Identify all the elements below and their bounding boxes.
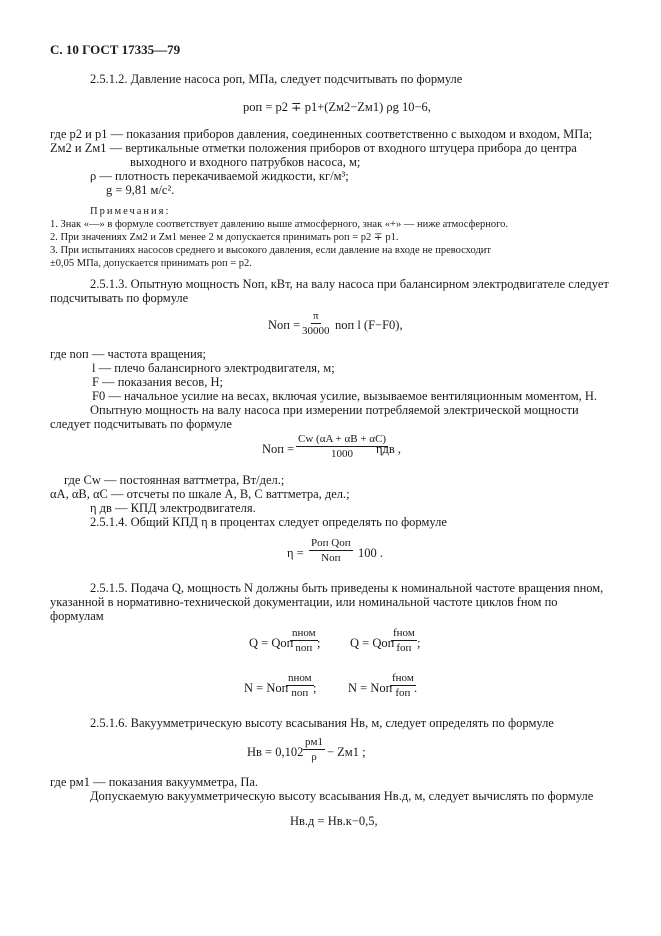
formula-qb-lhs: Q = Qоп (350, 636, 395, 650)
formula-n2-lhs: Nоп = (262, 442, 295, 456)
fraction-numerator: Pоп Qоп (311, 537, 351, 549)
section-2513-intro2: подсчитывать по формуле (50, 291, 189, 305)
section-2515-line1: 2.5.1.5. Подача Q, мощность N должны быть приведены к номинальной частоте вращения nном, (90, 581, 604, 595)
fraction-numerator: nном (292, 627, 316, 639)
formula-n-fraction (300, 310, 332, 337)
formula-hv-rest: − Zм1 ; (327, 745, 366, 759)
formula-qa-fraction (290, 627, 321, 654)
fraction-denominator: fоп (396, 642, 412, 654)
where-pm1: где pм1 — показания вакуумметра, Па. (50, 775, 259, 789)
where-eta-dv: η дв — КПД электродвигателя. (90, 501, 256, 515)
note-1: 1. Знак «—» в формуле соответствует давлению выше атмосферного, знак «+» — ниже атмосферного. (50, 219, 509, 230)
fraction-denominator: nоп (295, 642, 313, 654)
section-2515-line3: формулам (50, 609, 104, 623)
formula-nc-lhs: N = Nоп (244, 681, 289, 695)
para-allowable-height: Допускаемую вакуумметрическую высоту всасывания Hв.д, м, следует вычислять по формуле (90, 789, 594, 803)
note-3b: ±0,05 МПа, допускается принимать pоп = p2. (50, 258, 252, 269)
formula-n-rest: nоп l (F−F0), (335, 318, 403, 332)
section-2516-intro: 2.5.1.6. Вакуумметрическую высоту всасывания Hв, м, следует определять по формуле (90, 716, 554, 730)
fraction-denominator: Nоп (321, 552, 341, 564)
fraction-denominator: nоп (291, 687, 309, 699)
fraction-numerator: nном (288, 672, 312, 684)
fraction-denominator: ρ (311, 751, 317, 763)
where-p2-p1: где p2 и p1 — показания приборов давления, соединенных соответственно с выходом и входом, МПа; (50, 127, 593, 141)
formula-nd-end: . (414, 681, 418, 695)
para-electric-1: Опытную мощность на валу насоса при измерении потребляемой электрической мощности (90, 403, 579, 417)
fraction-numerator: π (312, 310, 319, 322)
formula-pressure: pоп = p2 ∓ p1+(Zм2−Zм1) ρg 10−6, (243, 100, 431, 114)
formula-n-lhs: Nоп = (268, 318, 301, 332)
formula-hvd: Hв.д = Hв.к−0,5, (290, 814, 378, 828)
where-f0: F0 — начальное усилие на весах, включая усилие, вызываемое вентиляционным моментом, Н. (92, 389, 598, 403)
formula-qa-lhs: Q = Qоп (249, 636, 294, 650)
where-cw: где Cw — постоянная ваттметра, Вт/дел.; (64, 473, 285, 487)
notes-title: Примечания: (90, 206, 171, 217)
where-rho: ρ — плотность перекачиваемой жидкости, кг/м³; (90, 169, 349, 183)
fraction-denominator: 1000 (331, 448, 354, 460)
formula-nd-lhs: N = Nоп (348, 681, 393, 695)
fraction-numerator: Cw (αA + αB + αC) (298, 433, 387, 445)
where-l: l — плечо балансирного электродвигателя, м; (92, 361, 335, 375)
formula-hv-lhs: Hв = 0,102 (247, 745, 304, 759)
formula-qb-fraction (391, 627, 417, 654)
section-2513-intro1: 2.5.1.3. Опытную мощность Nоп, кВт, на валу насоса при балансирном электродвигателе следует (90, 277, 609, 291)
note-3a: 3. При испытаниях насосов среднего и высокого давления, если давление на входе не превосходит (50, 245, 492, 256)
formula-nc-fraction (286, 672, 317, 699)
formula-hv-fraction (303, 736, 325, 763)
para-electric-2: следует подсчитывать по формуле (50, 417, 232, 431)
fraction-numerator: fном (392, 672, 414, 684)
where-f: F — показания весов, Н; (92, 375, 223, 389)
section-2515-line2: указанной в нормативно-технической документации, или номинальной частоте циклов fном по (50, 595, 558, 609)
where-g: g = 9,81 м/с². (106, 183, 175, 197)
section-2512-intro: 2.5.1.2. Давление насоса pоп, МПа, следует подсчитывать по формуле (90, 72, 463, 86)
formula-eta-lhs: η = (287, 546, 304, 560)
where-zm-cont: выходного и входного патрубков насоса, м; (130, 155, 361, 169)
where-zm: Zм2 и Zм1 — вертикальные отметки положения приборов от входного штуцера прибора до центра (50, 141, 577, 155)
formula-n2-rest: ηдв , (376, 442, 402, 456)
fraction-numerator: pм1 (305, 736, 323, 748)
formula-qa-end: ; (317, 636, 321, 650)
formula-qb-end: ; (417, 636, 421, 650)
note-2: 2. При значениях Zм2 и Zм1 менее 2 м допускается принимать pоп = p2 ∓ p1. (50, 232, 399, 243)
formula-nc-end: ; (313, 681, 317, 695)
fraction-numerator: fном (393, 627, 415, 639)
formula-eta-fraction (309, 537, 353, 564)
formula-nd-fraction (390, 672, 416, 699)
section-2514-intro: 2.5.1.4. Общий КПД η в процентах следует определять по формуле (90, 515, 447, 529)
formula-eta-rest: 100 . (358, 546, 383, 560)
fraction-denominator: 30000 (302, 325, 330, 337)
fraction-denominator: fоп (395, 687, 411, 699)
page-header: С. 10 ГОСТ 17335—79 (50, 42, 181, 57)
where-alpha: αA, αB, αC — отсчеты по шкале А, В, С ваттметра, дел.; (50, 487, 350, 501)
where-nop: где nоп — частота вращения; (50, 347, 207, 361)
formula-n2-fraction (296, 433, 388, 460)
